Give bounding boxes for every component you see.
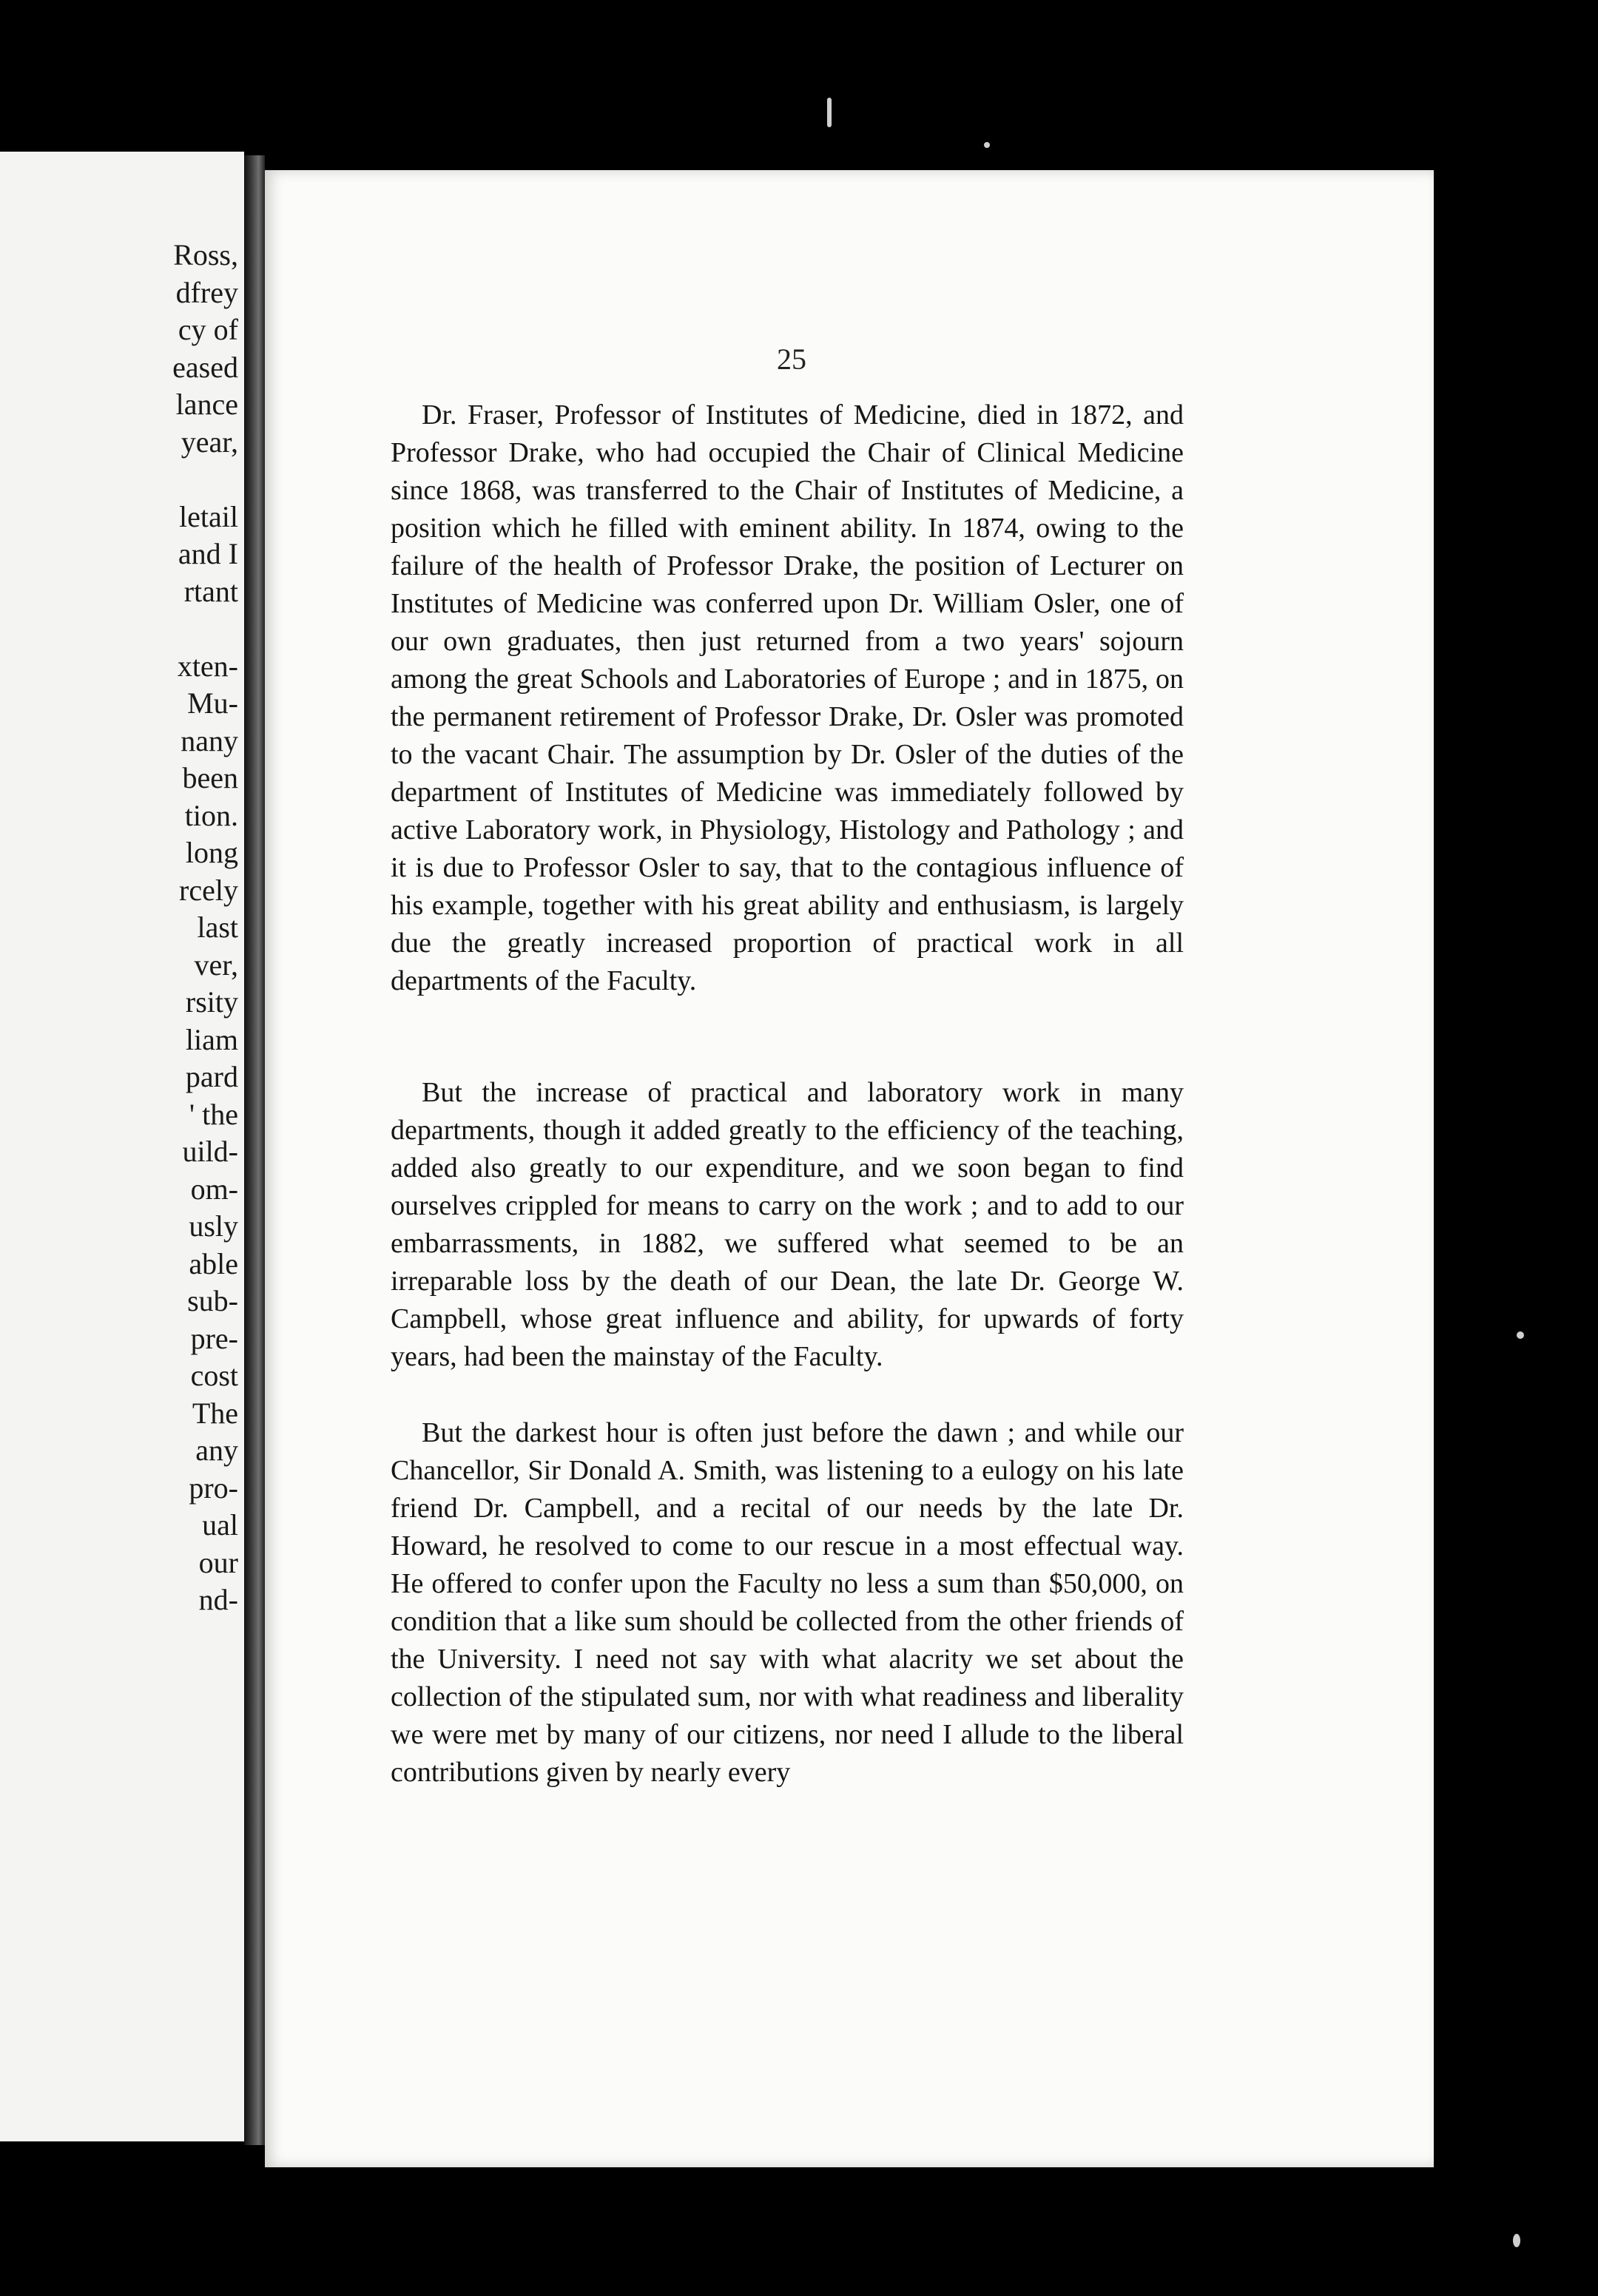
paragraph-2: But the increase of practical and laboratory work in many departments, though it added greatly to the efficiency of the teaching, added also greatly to our expenditure, and we soon began to find ourselves crippled for means to carry on the work ; and to add to our embarrassments, in 1882, we suffered what seemed to be an irreparable loss by the death of our Dean, the late Dr. George W. Campbell, whose great influence and ability, for upwards of forty years, had been the mainstay of the Faculty. (391, 1077, 1184, 1372)
left-page-fragment: rtant (183, 574, 238, 608)
left-page-fragment: pard (185, 1060, 238, 1093)
left-page-fragment: eased (172, 350, 238, 384)
left-page-fragment: dfrey (175, 275, 238, 309)
left-page-fragment: our (198, 1545, 238, 1579)
left-page-fragment: been (182, 761, 238, 794)
left-page-fragment: able (189, 1246, 238, 1280)
left-page-fragment: ual (202, 1508, 238, 1542)
left-page-fragment: liam (185, 1022, 238, 1056)
left-page-fragment: rsity (185, 985, 238, 1019)
left-page-fragment: cy of (178, 313, 238, 346)
left-page-fragment: last (197, 911, 238, 944)
left-page-fragment: usly (189, 1209, 238, 1243)
left-page-fragment: ver, (194, 948, 238, 982)
left-page-fragment: pre- (190, 1321, 238, 1355)
left-page-fragment: letail (179, 499, 238, 533)
dust-speck (1513, 2234, 1520, 2247)
left-page (0, 152, 244, 2141)
paragraph-3: But the darkest hour is often just before the dawn ; and while our Chancellor, Sir Donald A. Smith, was listening to a eulogy on his late friend Dr. Campbell, and a recital of our needs by the late Dr. Howard, he resolved to come to our rescue in a most effectual way. He offered to confer upon the Faculty no less a sum than $50,000, on condition that a like sum should be collected from the other friends of the University. I need not say with what alacrity we set about the collection of the stipulated sum, nor with what readiness and liberality we were met by many of our citizens, nor need I allude to the liberal contributions given by nearly every (391, 1417, 1184, 1788)
left-page-fragment: pro- (189, 1471, 238, 1505)
left-page-fragment: sub- (187, 1284, 238, 1317)
left-page-fragment: year, (181, 425, 238, 459)
left-page-fragment: any (195, 1434, 238, 1467)
left-page-fragment: The (192, 1396, 238, 1430)
left-page-fragment: rcely (179, 873, 238, 907)
left-page-fragment: cost (190, 1359, 238, 1392)
left-page-fragment: Mu- (187, 686, 238, 720)
left-page-fragment: xten- (177, 649, 238, 683)
page-number: 25 (777, 342, 806, 376)
left-page-fragment: nd- (198, 1583, 238, 1616)
dust-speck (1517, 1331, 1524, 1339)
left-page-fragment: and I (178, 537, 238, 570)
left-page-fragment: tion. (184, 798, 238, 832)
dust-speck (827, 98, 832, 127)
left-page-fragment: Ross, (173, 238, 238, 271)
paragraph-1: Dr. Fraser, Professor of Institutes of Medicine, died in 1872, and Professor Drake, who had occupied the Chair of Clinical Medicine since 1868, was transferred to the Chair of Institutes of Medicine, a position which he filled with eminent ability. In 1874, owing to the failure of the health of Professor Drake, the position of Lecturer on Institutes of Medicine was conferred upon Dr. William Osler, one of our own graduates, then just returned from a two years' sojourn among the great Schools and Laboratories of Europe ; and in 1875, on the permanent retirement of Professor Drake, Dr. Osler was promoted to the vacant Chair. The assumption by Dr. Osler of the duties of the department of Institutes of Medicine was immediately followed by active Laboratory work, in Physiology, Histology and Pathology ; and it is due to Professor Osler to say, that to the contagious influence of his example, together with his great ability and enthusiasm, is largely due the greatly increased proportion of practical work in all departments of the Faculty. (391, 399, 1184, 996)
dust-speck (984, 142, 990, 148)
left-page-fragment: lance (175, 388, 238, 421)
left-page-fragment: long (185, 836, 238, 869)
book-gutter (244, 155, 265, 2145)
left-page-fragment: uild- (182, 1135, 238, 1168)
left-page-fragment: nany (181, 723, 238, 757)
left-page-fragment: ' the (189, 1097, 238, 1131)
left-page-fragment: om- (190, 1172, 238, 1206)
